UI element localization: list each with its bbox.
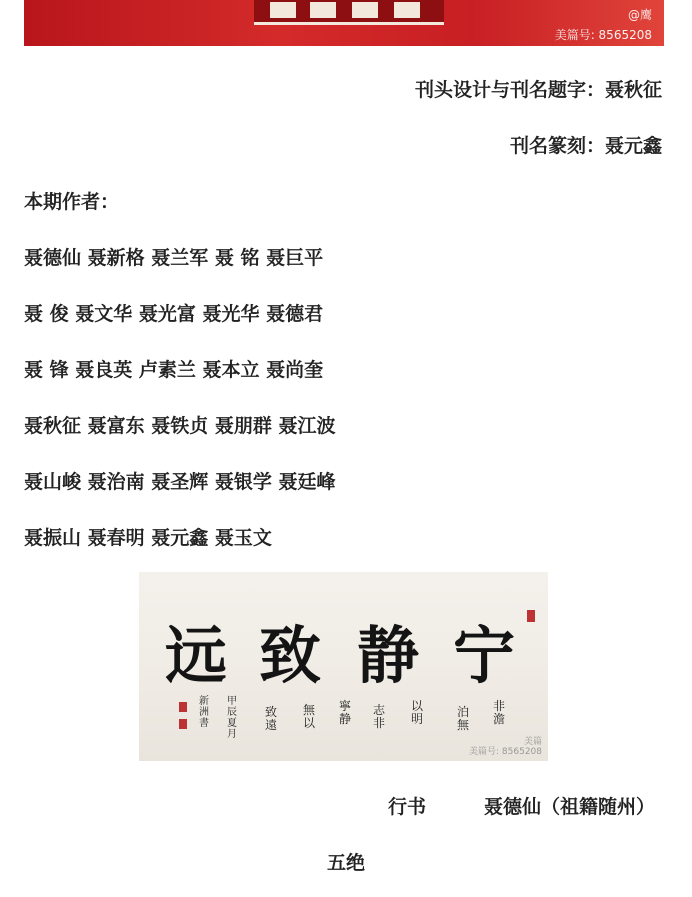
inscription-col: 以明 <box>411 699 424 726</box>
inscription-col: 非澹 <box>493 699 506 726</box>
seal-stamp <box>527 610 535 622</box>
caption-author: 聂德仙（祖籍随州） <box>484 796 656 818</box>
calligraphy-artwork[interactable] <box>139 572 548 761</box>
calligraphy-char: 致 <box>259 619 322 692</box>
authors-row: 聂德仙 聂新格 聂兰军 聂 铭 聂巨平 <box>24 247 324 269</box>
inscription-col: 致遠 <box>265 705 278 732</box>
inscription-col: 無以 <box>303 703 316 730</box>
banner-watermark-user: @鹰 <box>627 8 652 22</box>
authors-row: 聂秋征 聂富东 聂铁贞 聂朋群 聂江波 <box>24 415 336 437</box>
inscription-col: 寧静 <box>339 699 352 726</box>
watermark-app: 美篇 <box>523 737 542 747</box>
image-watermark <box>469 737 542 757</box>
calligraphy-char: 远 <box>165 619 228 692</box>
calligraphy-char: 宁 <box>453 619 516 692</box>
caption-style: 行书 <box>388 796 427 818</box>
inscription-col: 甲辰夏月 <box>227 696 237 740</box>
inscription-col: 志非 <box>373 703 386 730</box>
calligraphy-char: 静 <box>357 619 420 692</box>
inscription-col: 新洲書 <box>199 696 209 729</box>
seal-credit: 刊名篆刻：聂元鑫 <box>509 135 662 157</box>
authors-row: 聂 俊 聂文华 聂光富 聂光华 聂德君 <box>24 303 324 325</box>
authors-heading: 本期作者： <box>24 191 120 213</box>
banner-artwork <box>254 0 444 25</box>
authors-row: 聂振山 聂春明 聂元鑫 聂玉文 <box>24 527 272 549</box>
poem-title: 五绝 <box>326 852 365 874</box>
seal-stamp <box>179 719 187 729</box>
banner-watermark-id: 美篇号: 8565208 <box>554 28 652 42</box>
inscription-col: 泊無 <box>457 705 470 732</box>
watermark-id: 美篇号: 8565208 <box>469 747 542 757</box>
seal-stamp <box>179 702 187 712</box>
masthead-credit: 刊头设计与刊名题字：聂秋征 <box>414 79 662 101</box>
authors-row: 聂 锋 聂良英 卢素兰 聂本立 聂尚奎 <box>24 359 324 381</box>
header-banner <box>24 0 664 46</box>
authors-row: 聂山峻 聂治南 聂圣辉 聂银学 聂廷峰 <box>24 471 336 493</box>
